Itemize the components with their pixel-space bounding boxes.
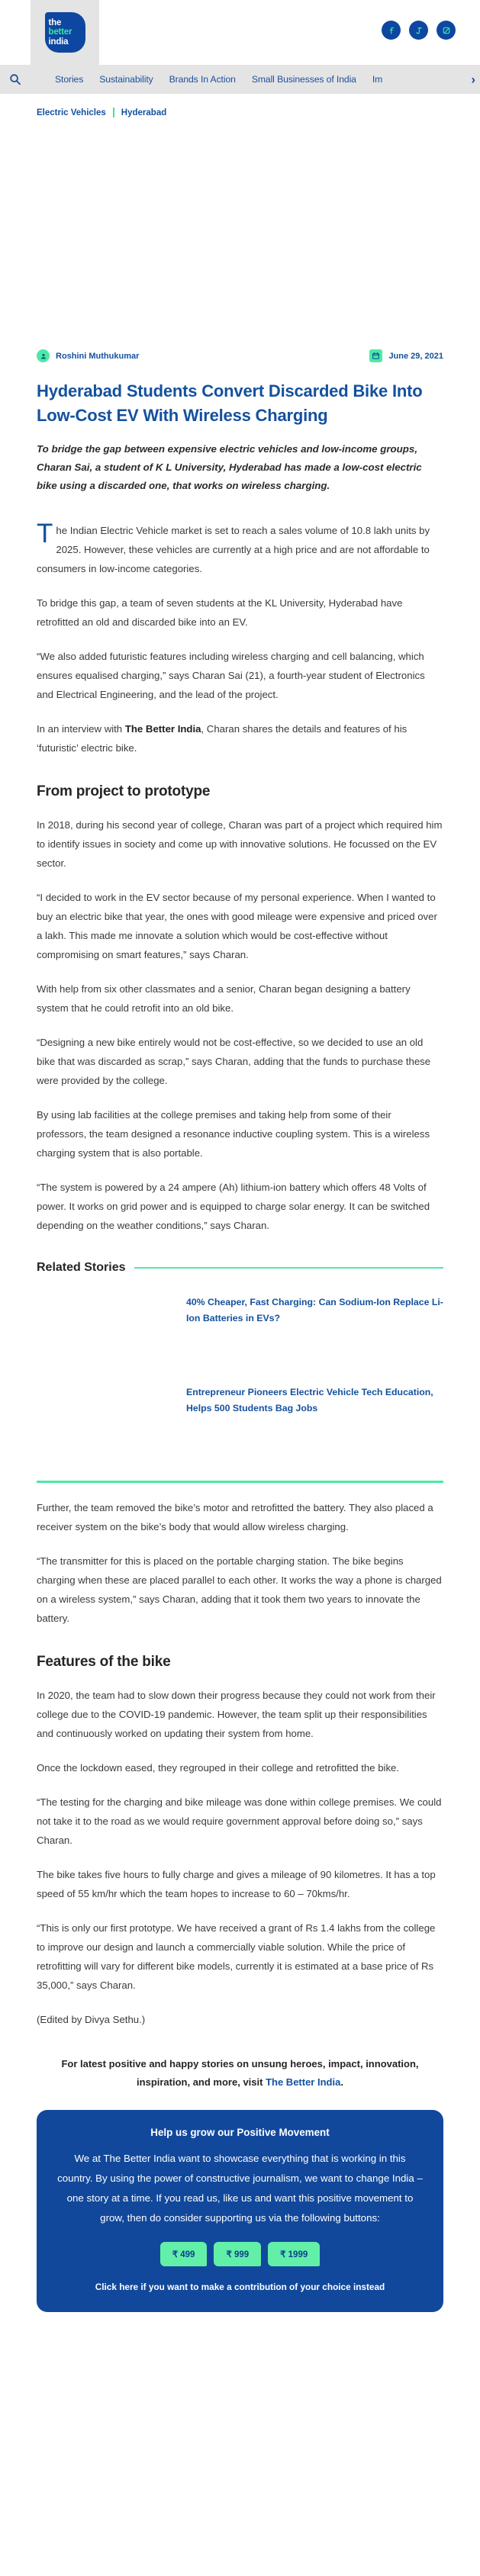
instagram-icon[interactable] (437, 21, 456, 40)
related-stories-rule (134, 1267, 443, 1269)
article-paragraph-14: Once the lockdown eased, they regrouped in their college and retrofitted the bike. (37, 1761, 400, 1774)
donation-body: We at The Better India want to showcase everything that is working in this country. By using the power of constructive journalism, we want to change India – one story at a time. If you read us, like us and want this positive movement to grow, then do consider supporting us via the following buttons: (57, 2152, 423, 2224)
article-body (0, 349, 480, 2312)
donation-heading: Help us grow our Positive Movement (150, 2126, 330, 2138)
facebook-icon[interactable] (382, 21, 401, 40)
p4-pre: In an interview with (37, 723, 125, 735)
calendar-icon (369, 349, 382, 362)
related-link-2[interactable]: Entrepreneur Pioneers Electric Vehicle Tech Education, Helps 500 Students Bag Jobs (186, 1387, 433, 1413)
search-icon[interactable] (3, 73, 27, 85)
donation-amount-buttons (56, 2242, 424, 2266)
related-stories-bottom-rule (37, 1481, 443, 1483)
site-header (0, 0, 480, 65)
date-block (369, 349, 443, 362)
article-paragraph-4 (37, 719, 443, 757)
breadcrumb-item-hyderabad[interactable]: Hyderabad (121, 108, 167, 117)
author-avatar-icon (37, 349, 50, 362)
logo-line-the: the (48, 18, 62, 27)
p4-post: , Charan shares the details and features of his ‘futuristic’ electric bike. (37, 723, 408, 754)
site-logo[interactable] (31, 0, 99, 65)
donate-1999-button[interactable]: ₹ 1999 (268, 2242, 320, 2266)
chevron-right-icon[interactable]: › (471, 72, 475, 87)
nav-item-small-businesses[interactable]: Small Businesses of India (251, 74, 356, 85)
outro-text (37, 2055, 443, 2092)
related-link-1[interactable]: 40% Cheaper, Fast Charging: Can Sodium-Ion Replace Li-Ion Batteries in EVs? (186, 1297, 443, 1323)
logo-line-india: india (48, 37, 69, 47)
donate-999-button[interactable]: ₹ 999 (214, 2242, 261, 2266)
article-paragraph-2: To bridge this gap, a team of seven students at the KL University, Hyderabad have retrofitted an old and discarded bike into an EV. (37, 597, 403, 628)
article-paragraph-15: “The testing for the charging and bike mileage was done within college premises. We could not take it to the road as we would require government approval before doing so,” says Charan. (37, 1796, 442, 1846)
outro-brand-link[interactable]: The Better India (266, 2076, 341, 2088)
article-meta (37, 349, 443, 362)
article-paragraph-1: The Indian Electric Vehicle market is set to reach a sales volume of 10.8 lakh units by 2025. However, these vehicles are currently at a high price and are not affordable to consumers in low-income categories. (37, 519, 430, 574)
page-title: Hyderabad Students Convert Discarded Bike Into Low-Cost EV With Wireless Charging (37, 381, 423, 425)
article-paragraph-3: “We also added futuristic features including wireless charging and cell balancing, which ensures equalised charging,” says Charan Sai (21), a fourth-year student of Electronics and Electrical Engineering, and the lead of the project. (37, 651, 425, 700)
article-hero-image (0, 137, 480, 336)
list-item[interactable] (37, 1384, 443, 1455)
social-links (382, 21, 456, 40)
publish-date: June 29, 2021 (388, 351, 443, 361)
outro-post: . (340, 2076, 343, 2088)
outro-pre: For latest positive and happy stories on unsung heroes, impact, innovation, inspiration, and more, visit (61, 2057, 419, 2088)
nav-item-im[interactable]: Im (372, 74, 383, 85)
custom-contribution-link[interactable]: Click here if you want to make a contribution of your choice instead (95, 2281, 385, 2292)
article-paragraph-7: With help from six other classmates and a senior, Charan began designing a battery system that he could retrofit into an old bike. (37, 983, 411, 1014)
article-paragraph-6: “I decided to work in the EV sector because of my personal experience. When I wanted to buy an electric bike that year, the ones with good mileage were expensive and priced over a lakh. This made me innovate a solution which would be cost-effective without compromising on smart features,” says Charan. (37, 892, 437, 960)
article-paragraph-12: “The transmitter for this is placed on the portable charging station. The bike begins charging when these are placed parallel to each other. It works the way a phone is charged on a wireless system,” says Charan, adding that it took them two years to innovate the battery. (37, 1555, 442, 1624)
nav-item-stories[interactable]: Stories (55, 74, 84, 85)
article-paragraph-11: Further, the team removed the bike’s motor and retrofitted the battery. They also placed a receiver system on the bike’s body that would allow wireless charging. (37, 1501, 433, 1532)
article-paragraph-13: In 2020, the team had to slow down their progress because they could not work from their college due to the COVID-19 pandemic. However, the team split up their responsibilities and continuously worked on updating their system from home. (37, 1689, 436, 1739)
article-paragraph-5: In 2018, during his second year of college, Charan was part of a project which required him to identify issues in society and come up with innovative solutions. He focussed on the EV sector. (37, 819, 443, 869)
logo-line-better: better (48, 27, 72, 37)
article-paragraph-9: By using lab facilities at the college premises and taking help from some of their professors, the team designed a resonance inductive coupling system. This is a wireless charging system that is also portable. (37, 1109, 430, 1159)
author-name: Roshini Muthukumar (56, 351, 140, 361)
nav-item-brands-in-action[interactable]: Brands In Action (169, 74, 236, 85)
article-paragraph-10: “The system is powered by a 24 ampere (Ah) lithium-ion battery which offers 48 Volts of power. It works on grid power and is equipped to charge solar energy. It can be switched depending on the weather conditions,” says Charan. (37, 1182, 430, 1231)
section-heading-features-of-the-bike: Features of the bike (37, 1653, 171, 1670)
article-paragraph-8: “Designing a new bike entirely would not be cost-effective, so we decided to use an old bike that was discarded as scrap,” says Charan, adding that the funds to purchase these were provided by the college. (37, 1037, 431, 1086)
article-standfirst: To bridge the gap between expensive electric vehicles and low-income groups, Charan Sai, a student of K L University, Hyderabad has made a low-cost electric bike using a discarded one, that works on wireless charging. (37, 443, 422, 491)
twitter-icon[interactable] (409, 21, 428, 40)
logo-heart-shape (45, 12, 85, 53)
donation-card (37, 2110, 443, 2312)
main-navigation (0, 65, 480, 94)
article-paragraph-16: The bike takes five hours to fully charge and gives a mileage of 90 kilometres. It has a top speed of 55 km/hr which the team hopes to increase to 60 – 70kms/hr. (37, 1868, 436, 1899)
related-stories-header (37, 1261, 443, 1275)
article-edited-by: (Edited by Divya Sethu.) (37, 2013, 146, 2025)
list-item[interactable] (37, 1294, 443, 1365)
related-thumbnail (37, 1384, 174, 1455)
donate-499-button[interactable]: ₹ 499 (160, 2242, 208, 2266)
related-stories-title: Related Stories (37, 1261, 126, 1274)
related-thumbnail (37, 1294, 174, 1365)
p4-brand-mention: The Better India (124, 723, 201, 735)
article-paragraph-17: “This is only our first prototype. We have received a grant of Rs 1.4 lakhs from the college to improve our design and launch a commercially viable solution. While the price of retrofitting will vary for different bike models, currently it is estimated at a base price of Rs 35,000,” says Charan. (37, 1922, 436, 1991)
section-heading-from-project-to-prototype: From project to prototype (37, 783, 211, 799)
author-block[interactable] (37, 349, 139, 362)
nav-link-list (27, 74, 480, 85)
breadcrumb-item-electric-vehicles[interactable]: Electric Vehicles (37, 108, 106, 117)
nav-item-sustainability[interactable]: Sustainability (99, 74, 153, 85)
breadcrumb (0, 94, 480, 117)
breadcrumb-separator (113, 108, 114, 117)
related-stories (37, 1261, 443, 1483)
